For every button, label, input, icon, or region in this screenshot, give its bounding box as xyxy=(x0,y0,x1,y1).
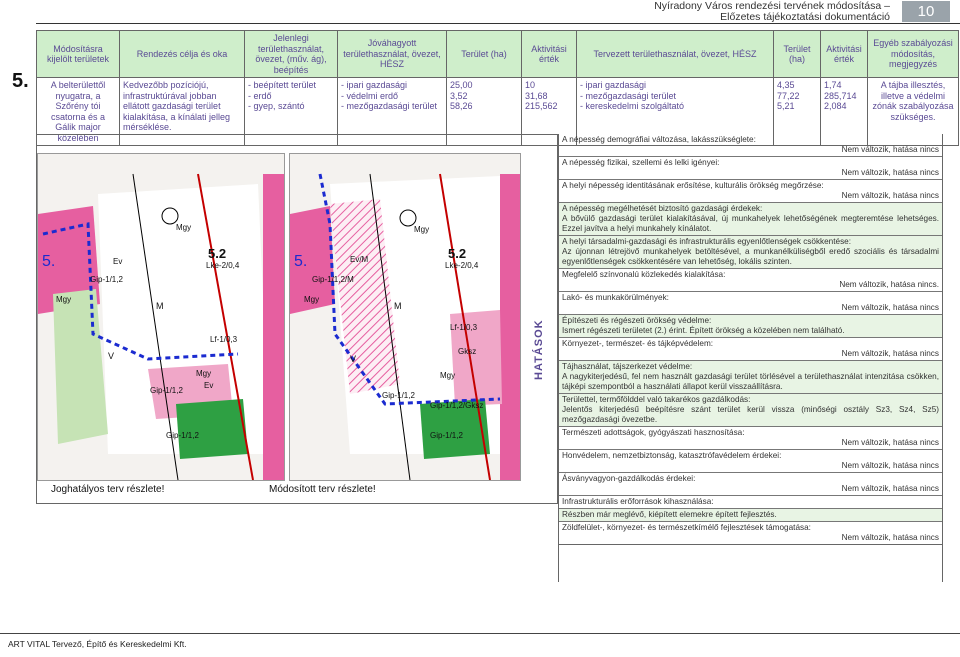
map-label: V xyxy=(350,354,357,364)
current-plan-caption: Joghatályos terv részlete! xyxy=(51,484,165,495)
impact-question: A helyi népesség identitásának erősítése, kulturális örökség megőrzése: xyxy=(562,181,824,190)
impact-result: Nem változik, hatása nincs xyxy=(841,461,939,470)
map-label-area: 5. xyxy=(294,253,308,270)
impact-question: Részben már meglévő, kiépített elemekre épített fejlesztés. xyxy=(562,510,777,519)
modified-plan-map xyxy=(289,153,521,481)
impact-description: Az újonnan létrejövő munkahelyek betöltésével, a munkanélküliségből eredő szociális és társadalmi egyenlőtlenségek csökkentésére van lehetőség, lokális szinten. xyxy=(562,247,939,266)
impact-description: A bővülő gazdasági terület kialakításával, új munkahelyek lehetőségének megteremtése lehetséges. Ezzel javítva a helyi munkahely kínálatot. xyxy=(562,214,939,233)
map-label: Lf-1/0,3 xyxy=(210,335,238,344)
pink-zone xyxy=(263,174,284,480)
table-cell: - ipari gazdasági - védelmi erdő - mezőgazdasági terület xyxy=(338,78,447,146)
page-number: 10 xyxy=(902,1,950,22)
impact-question: Környezet-, természet- és tájképvédelem: xyxy=(562,339,714,348)
list-item xyxy=(559,496,942,509)
impact-question: Zöldfelület-, környezet- és természetkímélő fejlesztések támogatása: xyxy=(562,523,811,532)
page-header xyxy=(0,0,960,24)
map-label: Gip-1/1,2 xyxy=(90,275,123,284)
impact-result: Nem változik, hatása nincs. xyxy=(839,280,939,289)
list-item xyxy=(559,473,942,496)
impact-description: Ismert régészeti területet (2.) érint. Épített örökség a közelében nem található. xyxy=(562,326,845,335)
map-label: Ev xyxy=(113,257,123,266)
header-cell: Egyéb szabályozási módosítás, megjegyzés xyxy=(868,31,959,78)
impact-result: Nem változik, hatása nincs xyxy=(841,191,939,200)
impact-description: A nagykiterjedésű, fel nem használt gazdasági terület törlésével a területhasználat intenzitása csökken, tájképi szempontból a használati állapot kerül visszaállításra. xyxy=(562,372,939,391)
row-number: 5. xyxy=(12,70,29,92)
impact-question: Természeti adottságok, gyógyászati hasznosítása: xyxy=(562,428,745,437)
impact-question: Területtel, termőfölddel való takarékos gazdálkodás: xyxy=(562,395,751,404)
modification-table xyxy=(36,30,959,146)
table-cell: A belterülettől nyugatra, a Szőrény tói csatorna és a Gálik major közelében xyxy=(37,78,120,146)
map-label: Mgy xyxy=(196,369,212,378)
impact-question: Megfelelő színvonalú közlekedés kialakítása: xyxy=(562,270,726,279)
header-cell: Aktivitási érték xyxy=(821,31,868,78)
map-label: Lke-2/0,4 xyxy=(445,261,479,270)
map-label: Gip-1/1,2/Gksz xyxy=(430,401,484,410)
document-title-line1: Nyíradony Város rendezési tervének módosítása – xyxy=(654,0,890,12)
list-item xyxy=(559,509,942,522)
impacts-side-label: HATÁSOK xyxy=(533,319,545,380)
impact-result: Nem változik, hatása nincs xyxy=(841,145,939,154)
impact-result: Nem változik, hatása nincs xyxy=(841,349,939,358)
table-cell: - beépített terület - erdő - gyep, szántó xyxy=(245,78,338,146)
impact-question: A népesség demográfiai változása, lakásszükséglete: xyxy=(562,135,756,144)
list-item xyxy=(559,292,942,315)
map-label: V xyxy=(108,351,115,361)
table-header-row xyxy=(37,31,959,78)
map-label: Mgy xyxy=(176,223,192,232)
impact-question: Honvédelem, nemzetbiztonság, katasztrófavédelem érdekei: xyxy=(562,451,782,460)
impact-question: Tájhasználat, tájszerkezet védelme: xyxy=(562,362,693,371)
impact-result: Nem változik, hatása nincs xyxy=(841,533,939,542)
map-label: Gksz xyxy=(458,347,477,356)
list-item xyxy=(559,427,942,450)
impacts-list xyxy=(558,134,943,582)
map-label: Gip-1/1,2 xyxy=(166,431,199,440)
impact-question: A népesség megélhetését biztosító gazdasági érdekek: xyxy=(562,204,763,213)
impact-question: Ásványvagyon-gazdálkodás érdekei: xyxy=(562,474,696,483)
maps-panel xyxy=(36,134,558,504)
header-cell: Terület (ha) xyxy=(447,31,522,78)
header-cell: Tervezett területhasználat, övezet, HÉSZ xyxy=(577,31,774,78)
list-item xyxy=(559,361,942,394)
header-cell: Terület (ha) xyxy=(774,31,821,78)
forest-zone xyxy=(176,399,248,459)
map-label-zone: 5.2 xyxy=(448,246,467,261)
impact-question: Építészeti és régészeti örökség védelme: xyxy=(562,316,712,325)
table-cell: - ipari gazdasági - mezőgazdasági terület - kereskedelmi szolgáltató xyxy=(577,78,774,146)
header-cell: Aktivitási érték xyxy=(522,31,577,78)
list-item xyxy=(559,394,942,427)
map-label: Mgy xyxy=(414,225,430,234)
document-title-line2: Előzetes tájékoztatási dokumentáció xyxy=(720,11,890,23)
header-divider xyxy=(36,23,960,24)
map-label: Gip-1/1,2 xyxy=(430,431,463,440)
table-cell: A tájba illesztés, illetve a védelmi zónák szabályozása szükséges. xyxy=(868,78,959,146)
impact-question: Lakó- és munkakörülmények: xyxy=(562,293,669,302)
table-cell: 25,00 3,52 58,26 xyxy=(447,78,522,146)
map-label-zone: 5.2 xyxy=(208,246,227,261)
map-label: Gip-1/1,2/M xyxy=(312,275,354,284)
header-cell: Rendezés célja és oka xyxy=(120,31,245,78)
document-title xyxy=(654,1,890,23)
map-label: Lf-1/0,3 xyxy=(450,323,478,332)
modified-plan-caption: Módosított terv részlete! xyxy=(269,484,376,495)
list-item xyxy=(559,338,942,361)
map-label: M xyxy=(156,301,164,311)
current-plan-drawing xyxy=(38,154,284,480)
header-cell: Módosításra kijelölt területek xyxy=(37,31,120,78)
impact-question: A népesség fizikai, szellemi és lelki igényei: xyxy=(562,158,720,167)
current-plan-map xyxy=(37,153,285,481)
map-label: Mgy xyxy=(56,295,72,304)
header-cell: Jelenlegi területhasználat, övezet, (műv. ág), beépítés xyxy=(245,31,338,78)
map-label: Gip-1/1,2 xyxy=(150,386,183,395)
map-label: Mgy xyxy=(304,295,320,304)
table-cell: 10 31,68 215,562 xyxy=(522,78,577,146)
impact-result: Nem változik, hatása nincs xyxy=(841,303,939,312)
list-item xyxy=(559,522,942,545)
list-item xyxy=(559,450,942,473)
impact-result: Nem változik, hatása nincs xyxy=(841,168,939,177)
impact-description: Jelentős kiterjedésű beépítésre szánt terület kerül vissza (minőségi osztály Sz3, Sz4, Sz5) mezőgazdasági övezetbe. xyxy=(562,405,939,424)
table-cell: Kedvezőbb pozíciójú, infrastruktúrával jobban ellátott gazdasági terület kialakítása, a kínálati jelleg mérséklése. xyxy=(120,78,245,146)
map-label: Ev xyxy=(204,381,214,390)
list-item xyxy=(559,236,942,269)
page-footer xyxy=(0,633,960,657)
list-item xyxy=(559,269,942,292)
list-item xyxy=(559,180,942,203)
impact-question: Infrastrukturális erőforrások kihasználása: xyxy=(562,497,714,506)
footer-company: ART VITAL Tervező, Építő és Kereskedelmi Kft. xyxy=(8,639,187,649)
modified-plan-drawing xyxy=(290,154,520,480)
map-label-area: 5. xyxy=(42,253,56,270)
list-item xyxy=(559,315,942,338)
table-cell: 4,35 77,22 5,21 xyxy=(774,78,821,146)
footer-divider xyxy=(0,633,960,634)
pink-zone xyxy=(500,174,520,480)
list-item xyxy=(559,203,942,236)
table-cell: 1,74 285,714 2,084 xyxy=(821,78,868,146)
list-item xyxy=(559,157,942,180)
map-label: M xyxy=(394,301,402,311)
impact-result: Nem változik, hatása nincs xyxy=(841,438,939,447)
map-label: Lke-2/0,4 xyxy=(206,261,240,270)
map-label: Gip-1/1,2 xyxy=(382,391,415,400)
header-cell: Jóváhagyott területhasználat, övezet, HÉSZ xyxy=(338,31,447,78)
impact-result: Nem változik, hatása nincs xyxy=(841,484,939,493)
impact-question: A helyi társadalmi-gazdasági és infrastrukturális egyenlőtlenségek csökkentése: xyxy=(562,237,851,246)
map-label: Ev/M xyxy=(350,255,369,264)
map-label: Mgy xyxy=(440,371,456,380)
list-item xyxy=(559,134,942,157)
